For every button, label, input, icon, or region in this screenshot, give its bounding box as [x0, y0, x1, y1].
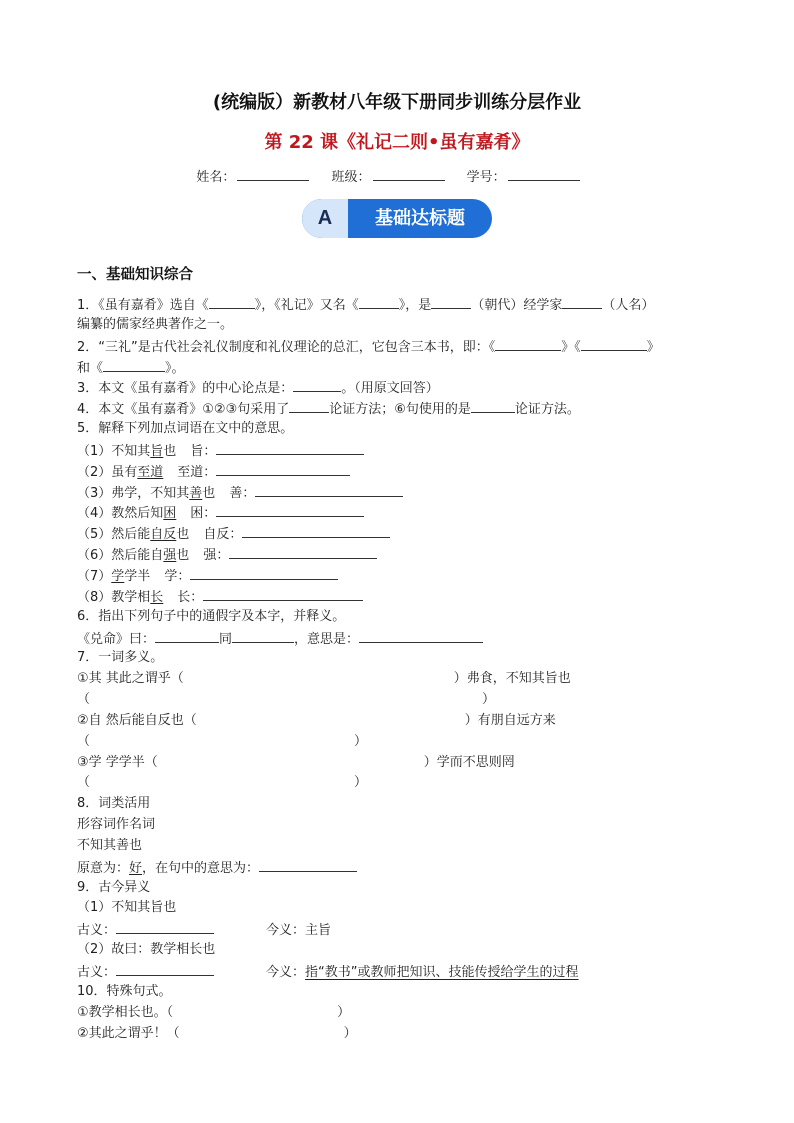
q1-blank-2[interactable]	[359, 294, 399, 309]
q5-dotted-word: 困	[163, 506, 177, 522]
q7-row	[77, 669, 737, 690]
q5-item	[77, 502, 737, 523]
q5-title: 5．解释下列加点词语在文中的意思。	[77, 421, 294, 437]
q7-text: ）	[482, 692, 496, 708]
q8-text: ，在句中的意思为：	[142, 860, 260, 876]
q10-text: ②其此之谓乎！（	[77, 1025, 180, 1041]
student-info-line	[0, 166, 794, 185]
q9-ancient-label: 古义：	[77, 923, 117, 939]
q1-line2: 编纂的儒家经典著作之一。	[77, 316, 234, 332]
q6-blank-2[interactable]	[232, 628, 294, 643]
q5-text: （7）	[77, 568, 112, 584]
lesson-title: 第 22 课《礼记二则•虽有嘉肴》	[264, 132, 530, 153]
q7-text: （	[77, 775, 91, 791]
q7-text: ③学 学学半（	[77, 754, 158, 770]
q5-word-label: 学：	[164, 568, 191, 584]
q5-dotted-word: 强	[163, 548, 177, 564]
q2-text: 》	[646, 339, 660, 355]
q9-modern-label: 今义：	[266, 965, 306, 980]
q10-text: ）	[343, 1025, 357, 1041]
q5-text: 也	[176, 548, 190, 564]
q9-title: 9．古今异义	[77, 879, 151, 895]
q2-line2	[77, 357, 737, 378]
q1-text: （朝代）经学家	[471, 298, 563, 313]
q7-row	[77, 773, 737, 794]
level-badge-label: 基础达标题	[375, 208, 465, 229]
q9-blank-2[interactable]	[116, 961, 214, 976]
q7-row	[77, 753, 737, 774]
class-label: 班级：	[331, 170, 371, 185]
q1-blank-3[interactable]	[431, 294, 471, 309]
q5-item	[77, 461, 737, 482]
q2-text: 》。	[165, 360, 185, 376]
q5-blank[interactable]	[255, 482, 403, 497]
level-badge-letter: A	[302, 199, 348, 238]
q5-text: （6）然后能自	[77, 548, 164, 564]
q10-row-2	[77, 1024, 737, 1045]
q7-text: ）	[354, 733, 368, 749]
q10-text: ①教学相长也。（	[77, 1004, 174, 1020]
q5-blank[interactable]	[229, 544, 377, 559]
q5-dotted-word: 旨	[150, 443, 164, 459]
q5-blank[interactable]	[242, 523, 390, 538]
q7-title: 7．一词多义。	[77, 650, 164, 666]
q5-dotted-word: 自反	[150, 527, 177, 543]
q7-row	[77, 732, 737, 753]
level-badge	[302, 199, 492, 238]
q5-word-label: 长：	[177, 589, 204, 605]
q9-modern-meaning: 今义：主旨	[266, 923, 332, 939]
q8-type: 形容词作名词	[77, 817, 156, 833]
number-blank[interactable]	[508, 168, 580, 181]
q1-line1	[77, 294, 737, 315]
q7-text: ①其 其此之谓乎（	[77, 671, 184, 687]
question-list	[77, 294, 737, 1044]
q1-text: （人名）	[602, 298, 655, 313]
q7-row	[77, 690, 737, 711]
q10-text: ）	[337, 1004, 351, 1020]
q9-ancient-label: 古义：	[77, 965, 117, 980]
q5-word-label: 善：	[229, 485, 256, 501]
q5-item	[77, 482, 737, 503]
q7-text: ）	[354, 775, 368, 791]
q10-row-1	[77, 1003, 737, 1024]
q5-text: （5）然后能	[77, 527, 151, 543]
q5-word-label: 至道：	[177, 464, 217, 480]
q5-blank[interactable]	[203, 586, 363, 601]
q9-modern-meaning: 指“教书”或教师把知识、技能传授给学生的过程	[305, 965, 579, 980]
q5-word-label: 困：	[190, 506, 217, 522]
q8-meaning	[77, 857, 737, 878]
class-blank[interactable]	[373, 168, 445, 181]
q2-blank-3[interactable]	[103, 357, 165, 372]
q5-dotted-word: 长	[150, 589, 164, 605]
q5-dotted-word: 善	[189, 485, 203, 501]
q5-text: （3）弗学，不知其	[77, 485, 190, 501]
q3-text: 3．本文《虽有嘉肴》的中心论点是：	[77, 381, 294, 397]
q5-blank[interactable]	[216, 440, 364, 455]
q5-word-label: 自反：	[203, 527, 243, 543]
q6-title: 6．指出下列句子中的通假字及本字，并释义。	[77, 608, 346, 624]
q1-text: 》，是	[398, 298, 432, 313]
q7-text: ）弗食，不知其旨也	[453, 671, 571, 687]
q5-item	[77, 440, 737, 461]
q5-word-label: 强：	[203, 548, 230, 564]
q5-text: （4）教然后知	[77, 506, 164, 522]
q5-text: 学半	[124, 568, 151, 584]
q4-line	[77, 398, 737, 419]
q7-text: ②自 然后能自反也（	[77, 712, 197, 728]
q9-sentence-2: （2）故曰：教学相长也	[77, 942, 216, 958]
q5-blank[interactable]	[216, 461, 350, 476]
q8-blank[interactable]	[259, 857, 357, 872]
q6-line	[77, 628, 737, 649]
q8-text: 原意为：	[77, 860, 130, 876]
q1-text: 》，《礼记》又名《	[254, 298, 359, 313]
q5-text: 也	[163, 443, 177, 459]
q5-word-label: 旨：	[190, 443, 217, 459]
q7-row	[77, 711, 737, 732]
q9-row-2	[77, 961, 737, 982]
q4-blank-2[interactable]	[471, 398, 515, 413]
q6-text: ，意思是：	[294, 631, 360, 647]
q2-blank-2[interactable]	[581, 336, 647, 351]
q4-text: 论证方法。	[514, 402, 580, 418]
q2-text: 2．“三礼”是古代社会礼仪制度和礼仪理论的总汇，它包含三本书，即：《	[77, 339, 496, 355]
q4-text: 论证方法；⑥句使用的是	[329, 402, 471, 418]
q6-text: 同	[219, 631, 233, 647]
q2-line1	[77, 336, 737, 357]
q2-text: 和《	[77, 360, 104, 376]
q7-text: ）学而不思则罔	[423, 754, 515, 770]
q4-text: 4．本文《虽有嘉肴》①②③句采用了	[77, 402, 290, 418]
q2-blank-1[interactable]	[495, 336, 561, 351]
q8-sentence: 不知其善也	[77, 837, 143, 853]
q5-text: （2）虽有	[77, 464, 138, 480]
q5-dotted-word: 学	[111, 568, 125, 584]
q4-blank-1[interactable]	[289, 398, 329, 413]
q9-blank-1[interactable]	[116, 919, 214, 934]
q1-text: 1．《虽有嘉肴》选自《	[77, 298, 209, 313]
q3-blank[interactable]	[293, 377, 341, 392]
q2-text: 》《	[561, 339, 581, 355]
q1-blank-4[interactable]	[562, 294, 602, 309]
q5-dotted-word: 至道	[137, 464, 164, 480]
q3-text: 。（用原文回答）	[341, 381, 439, 397]
q8-dotted-word: 好	[129, 860, 143, 876]
q5-item	[77, 523, 737, 544]
q5-item	[77, 565, 737, 586]
document-title: (统编版）新教材八年级下册同步训练分层作业	[212, 92, 582, 113]
name-blank[interactable]	[237, 168, 309, 181]
q7-text: （	[77, 692, 91, 708]
q6-text: 《兑命》曰：	[77, 631, 156, 647]
q5-text: 也	[176, 527, 190, 543]
q9-row-1	[77, 919, 737, 940]
q5-text: （8）教学相	[77, 589, 151, 605]
q5-blank[interactable]	[216, 502, 364, 517]
q5-item	[77, 544, 737, 565]
q5-text: （1）不知其	[77, 443, 151, 459]
q7-text: ）有朋自远方来	[464, 712, 556, 728]
q5-item	[77, 586, 737, 607]
q5-text: 也	[202, 485, 216, 501]
q7-text: （	[77, 733, 91, 749]
name-label: 姓名：	[196, 170, 236, 185]
q6-blank-1[interactable]	[155, 628, 219, 643]
q1-blank-1[interactable]	[209, 294, 255, 309]
q3-line	[77, 377, 737, 398]
q8-title: 8．词类活用	[77, 796, 151, 812]
q9-sentence-1: （1）不知其旨也	[77, 900, 177, 916]
q6-blank-3[interactable]	[359, 628, 483, 643]
q10-title: 10．特殊句式。	[77, 983, 172, 999]
q5-blank[interactable]	[190, 565, 338, 580]
number-label: 学号：	[466, 170, 506, 185]
section-heading: 一、基础知识综合	[77, 267, 193, 283]
